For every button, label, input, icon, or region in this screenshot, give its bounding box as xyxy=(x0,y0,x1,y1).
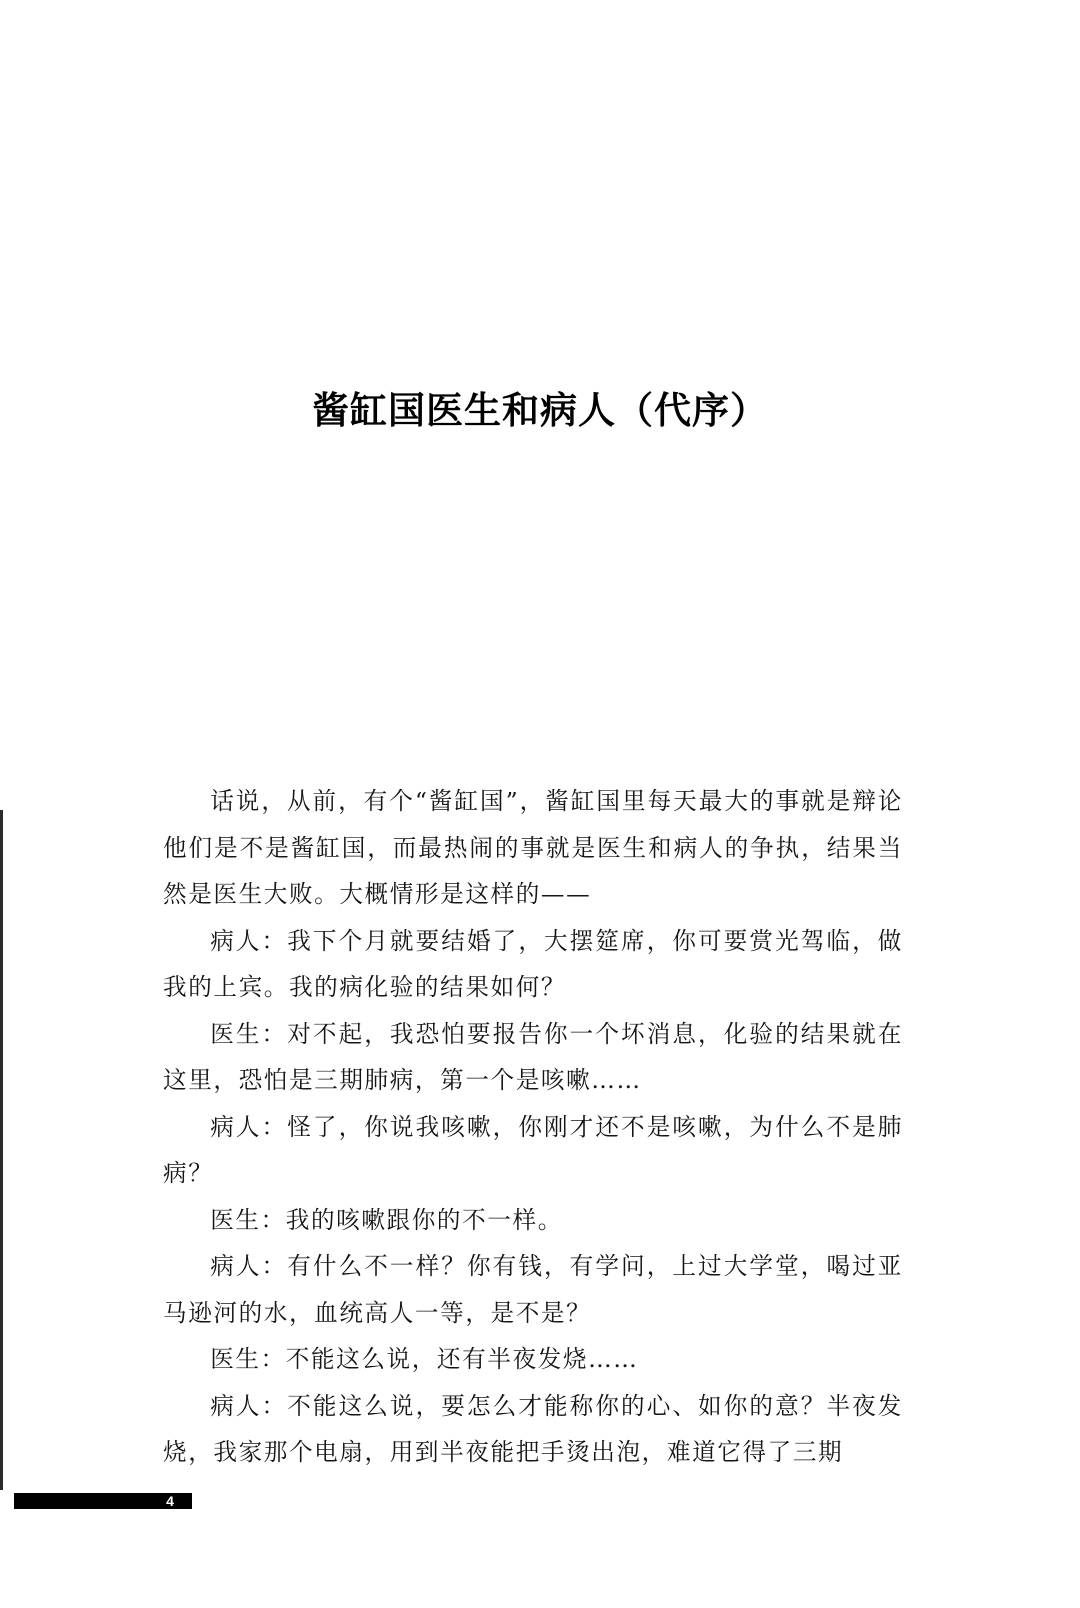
body-text xyxy=(163,778,903,1476)
paragraph-dialogue: 医生：我的咳嗽跟你的不一样。 xyxy=(210,1205,563,1234)
paragraph-intro: 话说，从前，有个“酱缸国”，酱缸国里每天最大的事就是辩论他们是不是酱缸国，而最热闹的事就是医生和病人的争执，结果当然是医生大败。大概情形是这样的—— xyxy=(163,787,903,908)
page-number: 4 xyxy=(166,1493,174,1509)
paragraph-dialogue: 医生：不能这么说，还有半夜发烧…… xyxy=(210,1345,639,1373)
paragraph-dialogue: 病人：不能这么说，要怎么才能称你的心、如你的意？半夜发烧，我家那个电扇，用到半夜能把手烫出泡，难道它得了三期 xyxy=(163,1391,903,1466)
paragraph-dialogue: 医生：对不起，我恐怕要报告你一个坏消息，化验的结果就在这里，恐怕是三期肺病，第一个是咳嗽…… xyxy=(163,1019,903,1094)
paragraph-dialogue: 病人：怪了，你说我咳嗽，你刚才还不是咳嗽，为什么不是肺病？ xyxy=(163,1112,903,1187)
chapter-title: 酱缸国医生和病人（代序） xyxy=(312,389,768,432)
paragraph-dialogue: 病人：有什么不一样？你有钱，有学问，上过大学堂，喝过亚马逊河的水，血统高人一等，是不是？ xyxy=(163,1252,903,1327)
paragraph-dialogue: 病人：我下个月就要结婚了，大摆筵席，你可要赏光驾临，做我的上宾。我的病化验的结果如何？ xyxy=(163,926,903,1001)
scan-edge-line xyxy=(0,810,3,1490)
